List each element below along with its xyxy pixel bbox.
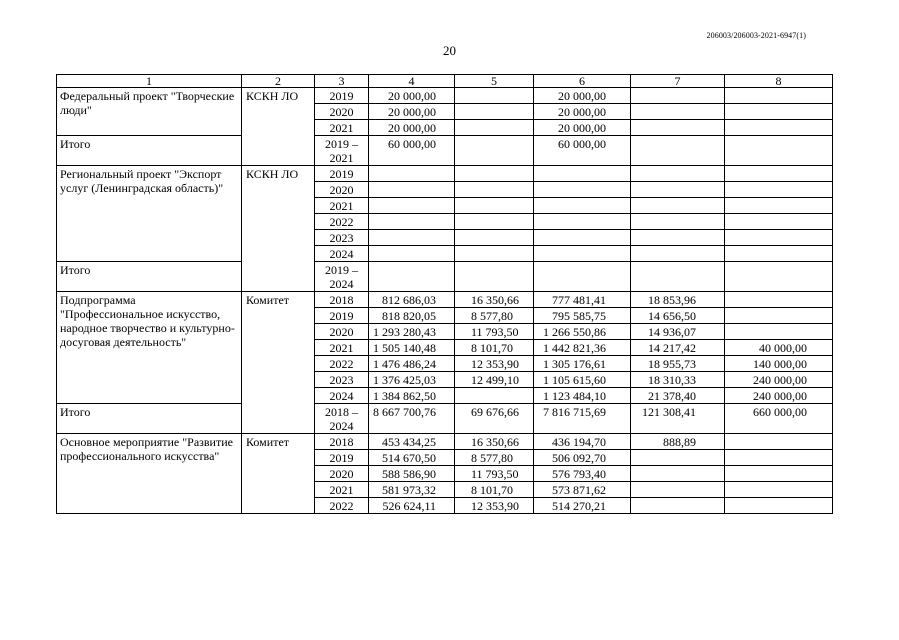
amount-regional-cell	[534, 214, 631, 230]
amount-total-cell: 20 000,00	[369, 88, 455, 104]
year-cell: 2018	[315, 292, 369, 308]
amount-regional-cell: 7 816 715,69	[534, 404, 631, 434]
column-header-row	[57, 75, 833, 88]
column-header: 2	[242, 75, 315, 88]
amount-local-cell: 18 955,73	[631, 356, 725, 372]
amount-local-cell	[631, 482, 725, 498]
amount-total-cell: 812 686,03	[369, 292, 455, 308]
amount-federal-cell: 8 101,70	[455, 482, 534, 498]
amount-local-cell: 14 656,50	[631, 308, 725, 324]
amount-local-cell: 21 378,40	[631, 388, 725, 404]
amount-total-cell: 20 000,00	[369, 104, 455, 120]
amount-local-cell	[631, 88, 725, 104]
column-header: 5	[455, 75, 534, 88]
amount-total-cell: 514 670,50	[369, 450, 455, 466]
amount-other-cell	[725, 466, 833, 482]
amount-federal-cell	[455, 182, 534, 198]
amount-federal-cell	[455, 198, 534, 214]
amount-total-cell: 581 973,32	[369, 482, 455, 498]
year-cell: 2020	[315, 182, 369, 198]
amount-regional-cell: 777 481,41	[534, 292, 631, 308]
document-id: 206003/206003-2021-6947(1)	[706, 31, 806, 40]
amount-local-cell	[631, 262, 725, 292]
amount-regional-cell	[534, 262, 631, 292]
amount-regional-cell: 20 000,00	[534, 120, 631, 136]
amount-regional-cell	[534, 246, 631, 262]
amount-federal-cell: 69 676,66	[455, 404, 534, 434]
column-header: 4	[369, 75, 455, 88]
amount-other-cell	[725, 182, 833, 198]
year-cell: 2022	[315, 214, 369, 230]
year-cell: 2018	[315, 434, 369, 450]
amount-total-cell	[369, 262, 455, 292]
amount-other-cell	[725, 434, 833, 450]
year-cell: 2023	[315, 230, 369, 246]
amount-regional-cell	[534, 182, 631, 198]
amount-local-cell	[631, 498, 725, 514]
amount-federal-cell: 11 793,50	[455, 466, 534, 482]
total-label: Итого	[57, 262, 242, 292]
amount-regional-cell	[534, 230, 631, 246]
year-cell: 2020	[315, 324, 369, 340]
amount-regional-cell: 60 000,00	[534, 136, 631, 166]
amount-other-cell: 240 000,00	[725, 388, 833, 404]
amount-other-cell	[725, 88, 833, 104]
amount-federal-cell: 12 353,90	[455, 356, 534, 372]
amount-total-cell	[369, 182, 455, 198]
amount-other-cell	[725, 104, 833, 120]
amount-total-cell: 1 505 140,48	[369, 340, 455, 356]
amount-total-cell: 818 820,05	[369, 308, 455, 324]
amount-other-cell: 40 000,00	[725, 340, 833, 356]
year-cell: 2022	[315, 356, 369, 372]
table-row	[57, 166, 833, 182]
amount-local-cell: 18 310,33	[631, 372, 725, 388]
program-name: Федеральный проект "Творческие люди"	[57, 88, 242, 136]
amount-local-cell	[631, 136, 725, 166]
amount-total-cell: 20 000,00	[369, 120, 455, 136]
amount-other-cell	[725, 292, 833, 308]
amount-federal-cell: 16 350,66	[455, 434, 534, 450]
amount-federal-cell	[455, 104, 534, 120]
amount-local-cell: 14 217,42	[631, 340, 725, 356]
total-label: Итого	[57, 404, 242, 434]
year-cell: 2021	[315, 482, 369, 498]
year-cell: 2021	[315, 120, 369, 136]
column-header: 8	[725, 75, 833, 88]
responsible-executor: КСКН ЛО	[242, 88, 315, 166]
amount-local-cell	[631, 166, 725, 182]
column-header: 1	[57, 75, 242, 88]
amount-other-cell	[725, 214, 833, 230]
year-cell: 2023	[315, 372, 369, 388]
amount-total-cell: 1 293 280,43	[369, 324, 455, 340]
amount-regional-cell: 1 105 615,60	[534, 372, 631, 388]
year-cell: 2021	[315, 340, 369, 356]
amount-local-cell	[631, 120, 725, 136]
amount-total-cell: 8 667 700,76	[369, 404, 455, 434]
year-cell: 2022	[315, 498, 369, 514]
amount-regional-cell: 1 442 821,36	[534, 340, 631, 356]
amount-federal-cell	[455, 262, 534, 292]
amount-local-cell	[631, 214, 725, 230]
amount-federal-cell	[455, 214, 534, 230]
amount-other-cell	[725, 120, 833, 136]
amount-local-cell	[631, 466, 725, 482]
year-cell: 2019	[315, 88, 369, 104]
amount-local-cell	[631, 104, 725, 120]
amount-other-cell	[725, 230, 833, 246]
amount-federal-cell	[455, 230, 534, 246]
amount-federal-cell	[455, 136, 534, 166]
amount-federal-cell	[455, 166, 534, 182]
amount-federal-cell: 8 577,80	[455, 308, 534, 324]
responsible-executor: КСКН ЛО	[242, 166, 315, 292]
year-cell: 2019	[315, 450, 369, 466]
total-label: Итого	[57, 136, 242, 166]
amount-total-cell: 60 000,00	[369, 136, 455, 166]
program-name: Подпрограмма "Профессиональное искусство, народное творчество и культурно-досуговая деятельность"	[57, 292, 242, 404]
amount-regional-cell: 1 266 550,86	[534, 324, 631, 340]
column-header: 6	[534, 75, 631, 88]
amount-federal-cell: 8 577,80	[455, 450, 534, 466]
column-header: 7	[631, 75, 725, 88]
total-row	[57, 136, 833, 166]
amount-local-cell	[631, 450, 725, 466]
year-cell: 2019	[315, 308, 369, 324]
amount-local-cell	[631, 230, 725, 246]
amount-local-cell: 18 853,96	[631, 292, 725, 308]
amount-federal-cell	[455, 388, 534, 404]
responsible-executor: Комитет	[242, 292, 315, 434]
amount-total-cell	[369, 198, 455, 214]
amount-regional-cell: 514 270,21	[534, 498, 631, 514]
program-name: Региональный проект "Экспорт услуг (Ленинградская область)"	[57, 166, 242, 262]
amount-federal-cell: 16 350,66	[455, 292, 534, 308]
amount-total-cell	[369, 166, 455, 182]
table-row	[57, 292, 833, 308]
amount-total-cell: 453 434,25	[369, 434, 455, 450]
amount-other-cell: 660 000,00	[725, 404, 833, 434]
total-row	[57, 262, 833, 292]
amount-regional-cell: 576 793,40	[534, 466, 631, 482]
responsible-executor: Комитет	[242, 434, 315, 514]
year-range-cell: 2018 – 2024	[315, 404, 369, 434]
amount-federal-cell: 8 101,70	[455, 340, 534, 356]
amount-regional-cell: 573 871,62	[534, 482, 631, 498]
amount-other-cell	[725, 262, 833, 292]
table-row	[57, 434, 833, 450]
budget-table	[56, 74, 833, 514]
amount-total-cell: 1 384 862,50	[369, 388, 455, 404]
year-range-cell: 2019 – 2021	[315, 136, 369, 166]
amount-other-cell	[725, 166, 833, 182]
amount-other-cell: 140 000,00	[725, 356, 833, 372]
amount-other-cell	[725, 498, 833, 514]
amount-local-cell: 888,89	[631, 434, 725, 450]
year-cell: 2024	[315, 246, 369, 262]
page-number: 20	[443, 43, 456, 58]
amount-regional-cell: 506 092,70	[534, 450, 631, 466]
amount-other-cell	[725, 136, 833, 166]
year-cell: 2024	[315, 388, 369, 404]
amount-federal-cell: 12 499,10	[455, 372, 534, 388]
year-cell: 2020	[315, 466, 369, 482]
year-cell: 2021	[315, 198, 369, 214]
amount-regional-cell: 436 194,70	[534, 434, 631, 450]
table-row	[57, 88, 833, 104]
amount-federal-cell: 11 793,50	[455, 324, 534, 340]
year-range-cell: 2019 – 2024	[315, 262, 369, 292]
amount-regional-cell	[534, 166, 631, 182]
amount-federal-cell	[455, 246, 534, 262]
year-cell: 2020	[315, 104, 369, 120]
amount-local-cell	[631, 246, 725, 262]
amount-total-cell: 588 586,90	[369, 466, 455, 482]
amount-regional-cell: 1 123 484,10	[534, 388, 631, 404]
amount-other-cell	[725, 308, 833, 324]
amount-federal-cell	[455, 120, 534, 136]
amount-other-cell	[725, 246, 833, 262]
amount-regional-cell: 1 305 176,61	[534, 356, 631, 372]
total-row	[57, 404, 833, 434]
amount-other-cell	[725, 324, 833, 340]
amount-local-cell	[631, 182, 725, 198]
amount-total-cell: 1 376 425,03	[369, 372, 455, 388]
amount-local-cell	[631, 198, 725, 214]
amount-regional-cell	[534, 198, 631, 214]
amount-regional-cell: 20 000,00	[534, 104, 631, 120]
amount-local-cell: 14 936,07	[631, 324, 725, 340]
column-header: 3	[315, 75, 369, 88]
amount-total-cell	[369, 230, 455, 246]
amount-other-cell	[725, 482, 833, 498]
amount-other-cell: 240 000,00	[725, 372, 833, 388]
amount-regional-cell: 795 585,75	[534, 308, 631, 324]
amount-federal-cell: 12 353,90	[455, 498, 534, 514]
amount-total-cell	[369, 214, 455, 230]
amount-federal-cell	[455, 88, 534, 104]
amount-total-cell	[369, 246, 455, 262]
amount-regional-cell: 20 000,00	[534, 88, 631, 104]
year-cell: 2019	[315, 166, 369, 182]
amount-total-cell: 1 476 486,24	[369, 356, 455, 372]
amount-other-cell	[725, 450, 833, 466]
program-name: Основное мероприятие "Развитие профессионального искусства"	[57, 434, 242, 514]
amount-total-cell: 526 624,11	[369, 498, 455, 514]
amount-other-cell	[725, 198, 833, 214]
amount-local-cell: 121 308,41	[631, 404, 725, 434]
